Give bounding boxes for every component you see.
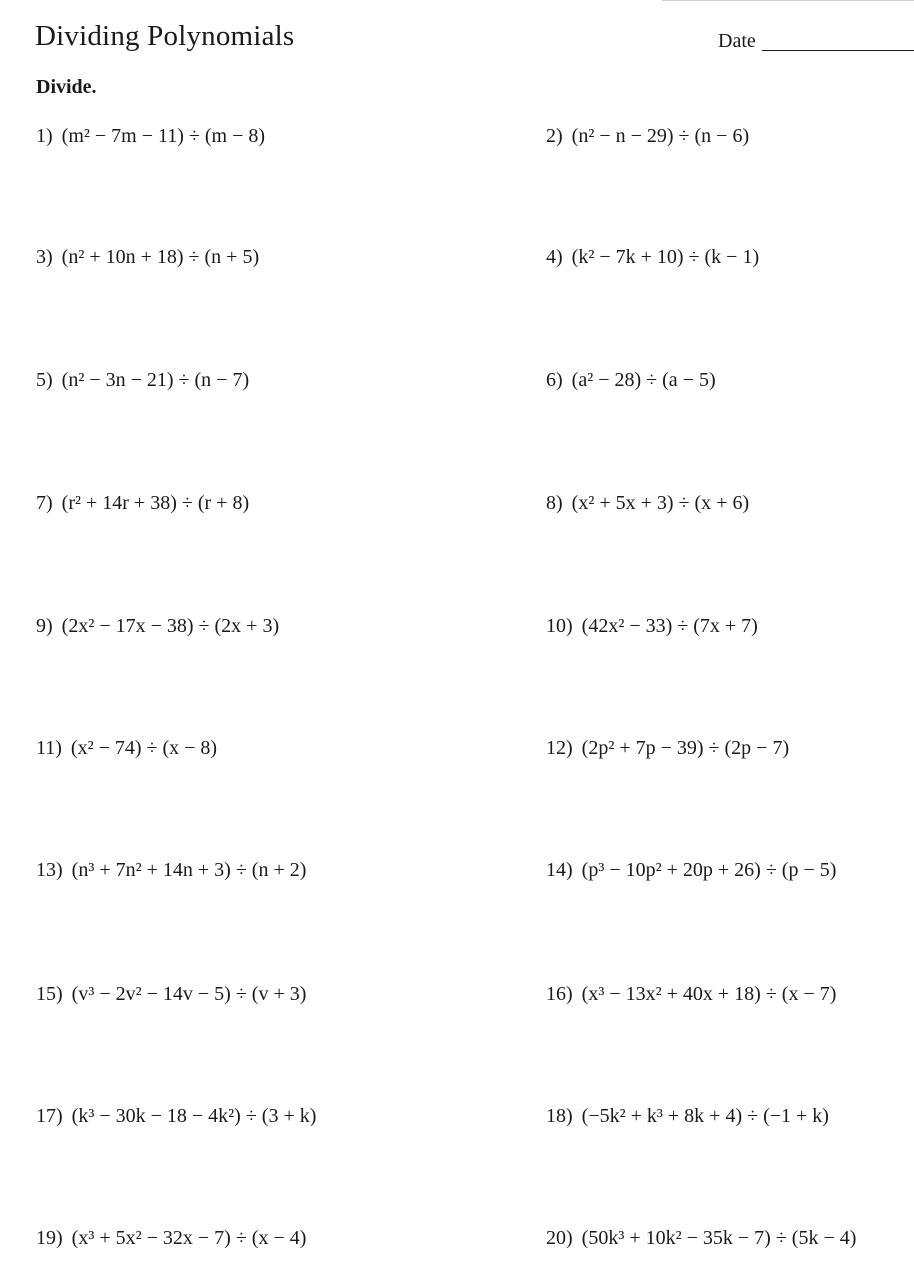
problem-number: 20) [546, 1227, 573, 1249]
problem-number: 4) [546, 246, 563, 268]
problem-expression: (−5k² + k³ + 8k + 4) ÷ (−1 + k) [581, 1105, 829, 1127]
top-divider [662, 0, 914, 1]
problem-expression: (n³ + 7n² + 14n + 3) ÷ (n + 2) [71, 859, 307, 881]
problem-number: 1) [36, 125, 53, 147]
problem-item [36, 1228, 306, 1248]
problem-item [546, 1228, 856, 1248]
instruction: Divide. [36, 76, 97, 98]
problem-item [36, 493, 249, 513]
problem-expression: (x² − 74) ÷ (x − 8) [70, 737, 218, 759]
problem-number: 2) [546, 125, 563, 147]
problem-expression: (x³ − 13x² + 40x + 18) ÷ (x − 7) [581, 983, 837, 1005]
problem-expression: (n² − n − 29) ÷ (n − 6) [571, 125, 750, 147]
problem-expression: (r² + 14r + 38) ÷ (r + 8) [61, 492, 250, 514]
date-label: Date [718, 30, 756, 52]
problem-number: 10) [546, 615, 573, 637]
problem-item [546, 616, 758, 636]
problem-expression: (n² − 3n − 21) ÷ (n − 7) [61, 369, 250, 391]
problem-number: 7) [36, 492, 53, 514]
problem-expression: (a² − 28) ÷ (a − 5) [571, 369, 716, 391]
problem-item [36, 984, 306, 1004]
problem-expression: (42x² − 33) ÷ (7x + 7) [581, 615, 758, 637]
problem-number: 17) [36, 1105, 63, 1127]
problem-number: 8) [546, 492, 563, 514]
date-blank-line [762, 50, 914, 51]
problem-item [546, 860, 836, 880]
problem-number: 13) [36, 859, 63, 881]
problem-expression: (k³ − 30k − 18 − 4k²) ÷ (3 + k) [71, 1105, 317, 1127]
problem-number: 9) [36, 615, 53, 637]
problem-expression: (k² − 7k + 10) ÷ (k − 1) [571, 246, 760, 268]
problem-item [36, 616, 279, 636]
problem-number: 15) [36, 983, 63, 1005]
problem-item [546, 370, 716, 390]
problem-item [546, 738, 789, 758]
problem-number: 6) [546, 369, 563, 391]
problem-item [36, 247, 259, 267]
problem-item [546, 126, 749, 146]
problem-item [36, 370, 249, 390]
problem-expression: (x³ + 5x² − 32x − 7) ÷ (x − 4) [71, 1227, 307, 1249]
problem-item [546, 984, 836, 1004]
problem-item [36, 738, 217, 758]
problem-expression: (m² − 7m − 11) ÷ (m − 8) [61, 125, 266, 147]
problem-item [36, 126, 265, 146]
problem-expression: (v³ − 2v² − 14v − 5) ÷ (v + 3) [71, 983, 307, 1005]
problem-number: 5) [36, 369, 53, 391]
problem-number: 19) [36, 1227, 63, 1249]
problem-number: 12) [546, 737, 573, 759]
worksheet-title: Dividing Polynomials [35, 20, 295, 52]
problem-item [546, 493, 749, 513]
problem-number: 18) [546, 1105, 573, 1127]
problem-number: 11) [36, 737, 62, 759]
problem-item [36, 1106, 316, 1126]
problem-expression: (x² + 5x + 3) ÷ (x + 6) [571, 492, 750, 514]
problem-expression: (2p² + 7p − 39) ÷ (2p − 7) [581, 737, 790, 759]
problem-item [546, 1106, 829, 1126]
problem-expression: (n² + 10n + 18) ÷ (n + 5) [61, 246, 260, 268]
problem-item [546, 247, 759, 267]
date-field [718, 30, 914, 54]
problem-number: 3) [36, 246, 53, 268]
problem-expression: (2x² − 17x − 38) ÷ (2x + 3) [61, 615, 280, 637]
problem-expression: (50k³ + 10k² − 35k − 7) ÷ (5k − 4) [581, 1227, 857, 1249]
problem-expression: (p³ − 10p² + 20p + 26) ÷ (p − 5) [581, 859, 837, 881]
problem-number: 14) [546, 859, 573, 881]
problem-item [36, 860, 306, 880]
problem-number: 16) [546, 983, 573, 1005]
